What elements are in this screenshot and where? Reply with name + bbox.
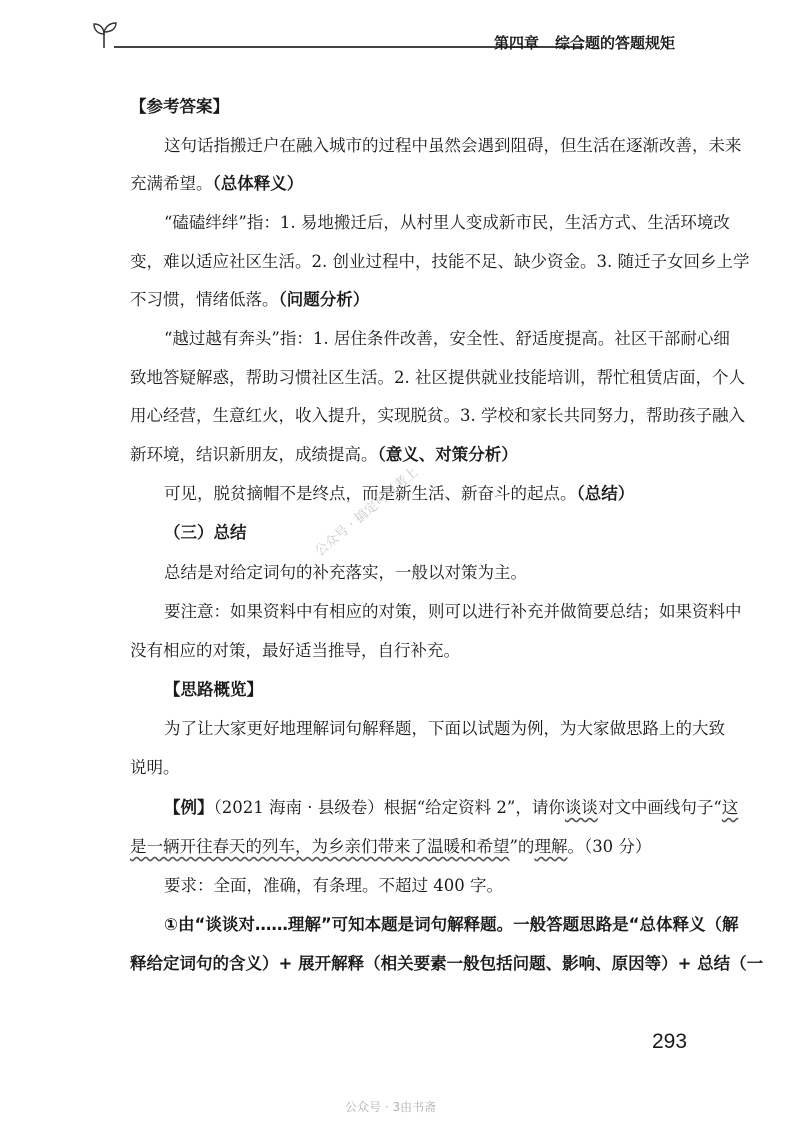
answer-line: 充满希望。（总体释义） xyxy=(130,174,304,193)
page-number: 293 xyxy=(652,1030,688,1053)
answer-line: 这句话指搬迁户在融入城市的过程中虽然会遇到阻碍，但生活在逐渐改善，未来 xyxy=(164,136,742,155)
footer-watermark: 公众号 · 3由书斋 xyxy=(345,1100,437,1114)
tag-summary: （总结） xyxy=(576,484,635,503)
answer-line: 致地答疑解惑，帮助习惯社区生活。2. 社区提供就业技能培训，帮忙租赁店面，个人 xyxy=(130,368,745,387)
running-header xyxy=(92,20,702,56)
tag-overall: （总体释义） xyxy=(212,174,304,193)
heading-overview: 【思路概览】 xyxy=(164,680,263,699)
section-heading: （三）总结 xyxy=(164,523,247,542)
text-line: 为了让大家更好地理解词句解释题，下面以试题为例，为大家做思路上的大致 xyxy=(164,719,725,738)
example-line: 【例】（2021 海南 · 县级卷）根据“给定资料 2”，请你谈谈对文中画线句子“这 xyxy=(164,798,739,817)
analysis-line: ①由“谈谈对……理解”可知本题是词句解释题。一般答题思路是“总体释义（解 xyxy=(164,915,739,934)
tag-measures: （意义、对策分析） xyxy=(377,445,518,464)
text-line: 说明。 xyxy=(130,758,180,777)
chapter-name: 综合题的答题规矩 xyxy=(555,34,676,52)
answer-line: 可见，脱贫摘帽不是终点，而是新生活、新奋斗的起点。（总结） xyxy=(164,484,635,503)
text-line: 总结是对给定词句的补充落实，一般以对策为主。 xyxy=(164,563,527,582)
watermark: 公众号 · 搞定可以考上 xyxy=(312,464,422,560)
answer-line: “越过越有奔头”指：1. 居住条件改善，安全性、舒适度提高。社区干部耐心细 xyxy=(164,329,730,348)
tag-problem: （问题分析） xyxy=(278,290,370,309)
text-line: 没有相应的对策，最好适当推导，自行补充。 xyxy=(130,641,460,660)
example-tag: 【例】 xyxy=(164,798,214,817)
answer-line: 用心经营，生意红火，收入提升，实现脱贫。3. 学校和家长共同努力，帮助孩子融入 xyxy=(130,406,745,425)
requirement-line: 要求：全面，准确，有条理。不超过 400 字。 xyxy=(164,876,503,895)
text-line: 要注意：如果资料中有相应的对策，则可以进行补充并做简要总结；如果资料中 xyxy=(164,602,742,621)
example-line: 是一辆开往春天的列车，为乡亲们带来了温暖和希望”的理解。（30 分） xyxy=(130,837,652,856)
answer-line: “磕磕绊绊”指：1. 易地搬迁后，从村里人变成新市民，生活方式、生活环境改 xyxy=(164,213,730,232)
heading-reference-answer: 【参考答案】 xyxy=(130,97,229,116)
analysis-line: 释给定词句的含义）+ 展开解释（相关要素一般包括问题、影响、原因等）+ 总结（一 xyxy=(130,954,764,973)
chapter-title xyxy=(494,32,675,53)
answer-line: 变，难以适应社区生活。2. 创业过程中，技能不足、缺少资金。3. 随迁子女回乡上学 xyxy=(130,252,750,271)
chapter-number: 第四章 xyxy=(494,34,540,52)
answer-line: 新环境，结识新朋友，成绩提高。（意义、对策分析） xyxy=(130,445,518,464)
answer-line: 不习惯，情绪低落。（问题分析） xyxy=(130,290,370,309)
